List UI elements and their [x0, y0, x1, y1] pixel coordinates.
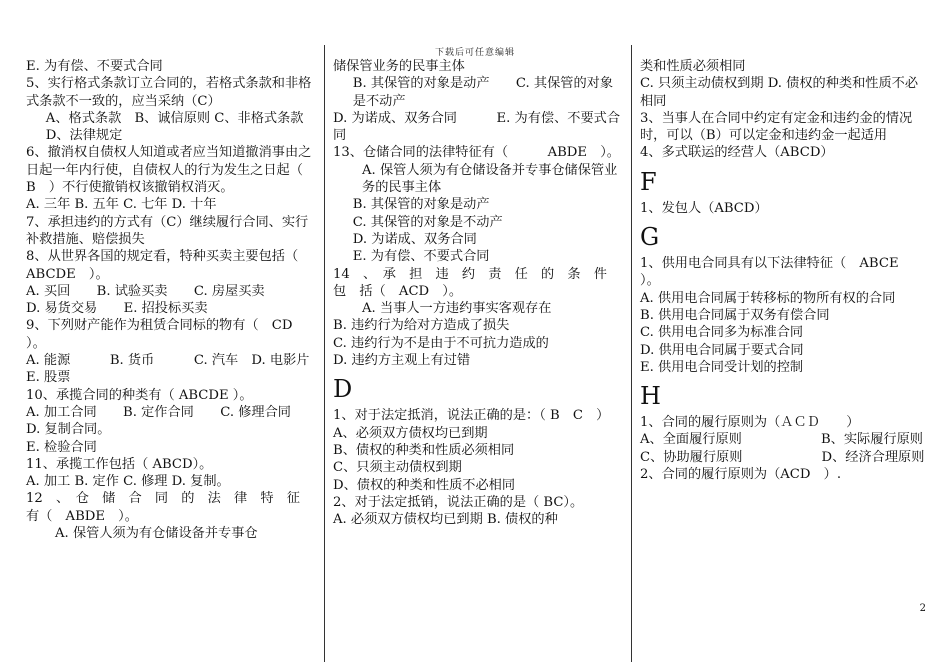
- text-line: A、必须双方债权均已到期: [333, 425, 488, 441]
- text-line: A. 加工合同 B. 定作合同 C. 修理合同 D. 复制合同。: [26, 404, 318, 438]
- text-line: 12 、 仓 储 合 同 的 法 律 特 征 有（ ABDE ）。: [26, 491, 314, 524]
- text-line: 6、撤消权自债权人知道或者应当知道撤消事由之日起一年内行使，自债权人的行为发生之日起（ B ）不行使撤销权该撤销权消灭。: [26, 145, 317, 196]
- text-line: E. 为有偿、不要式合同: [352, 249, 490, 265]
- text-line: 1、供用电合同具有以下法律特征（ ABCE ）。: [640, 256, 912, 289]
- text-line: A. 供用电合同属于转移标的物所有权的合同: [640, 290, 896, 306]
- page-header: 下载后可任意编辑: [434, 48, 515, 58]
- column-3: [640, 58, 926, 652]
- text-line: E. 检验合同: [26, 439, 97, 455]
- text-line: D. 供用电合同属于要式合同: [640, 342, 804, 358]
- text-line: 1、对于法定抵消，说法正确的是：（ B C ）: [333, 408, 610, 424]
- text-line: D、债权的种类和性质不必相同: [333, 477, 516, 493]
- column-divider: [631, 45, 632, 662]
- text-line: C、协助履行原则 D、经济合理原则: [640, 449, 925, 465]
- text-line: 3、当事人在合同中约定有定金和违约金的情况时，可以（B）可以定金和违约金一起适用: [640, 110, 913, 144]
- text-line: 类和性质必须相同: [640, 59, 746, 74]
- text-line: C. 其保管的对象是不动产: [352, 214, 503, 230]
- section-letter: H: [640, 382, 661, 411]
- section-letter: F: [640, 167, 657, 196]
- section-letter: G: [640, 223, 660, 252]
- page-number: 2: [919, 603, 926, 614]
- text-line: B. 其保管的对象是动产: [352, 197, 490, 213]
- text-line: E. 供用电合同受计划的控制: [640, 359, 804, 375]
- text-line: C. 只须主动债权到期 D. 债权的种类和性质不必相同: [640, 76, 919, 109]
- section-letter: D: [333, 375, 353, 404]
- text-line: A. 三年 B. 五年 C. 七年 D. 十年: [26, 197, 217, 213]
- text-line: 1、合同的履行原则为（ＡＣＤ ）: [640, 415, 860, 431]
- text-line: A. 保管人须为有仓储设备并专事仓: [55, 526, 258, 542]
- text-line: 11、承揽工作包括（ ABCD）。: [26, 456, 213, 472]
- text-line: 9、下列财产能作为租赁合同标的物有（ CD ）。: [26, 318, 306, 351]
- text-line: 4、多式联运的经营人（ABCD）: [640, 145, 834, 161]
- text-line: B. 其保管的对象是动产 C. 其保管的对象是不动产: [352, 76, 614, 109]
- text-line: 13、仓储合同的法律特征有（ ABDE ）。: [333, 145, 620, 161]
- text-line: A. 买回 B. 试验买卖 C. 房屋买卖: [26, 283, 265, 299]
- text-line: C. 供用电合同多为标准合同: [640, 325, 804, 341]
- text-line: A. 必须双方债权均已到期 B. 债权的种: [333, 512, 558, 528]
- text-line: 14 、 承 担 违 约 责 任 的 条 件 包 括（ ACD ）。: [333, 266, 621, 299]
- text-line: B. 违约行为给对方造成了损失: [333, 318, 510, 334]
- text-line: D. 易货交易 E. 招投标买卖: [26, 301, 208, 317]
- text-line: B、债权的种类和性质必须相同: [333, 442, 515, 458]
- text-line: 5、实行格式条款订立合同的，若格式条款和非格式条款不一致的，应当采纳（C）: [26, 76, 312, 109]
- text-line: D. 为诺成、双务合同: [352, 231, 477, 247]
- text-line: 2、对于法定抵销，说法正确的是（ BC）。: [333, 494, 584, 510]
- text-line: A. 当事人一方违约事实客观存在: [362, 301, 552, 317]
- text-line: 2、合同的履行原则为（ACD ）.: [640, 467, 842, 483]
- text-line: 8、从世界各国的规定看，特种买卖主要包括（ ABCDE ）。: [26, 249, 312, 282]
- column-1: [26, 58, 336, 652]
- text-line: A. 能源 B. 货币 C. 汽车 D. 电影片 E. 股票: [26, 353, 336, 386]
- text-line: A、全面履行原则 B、实际履行原则: [640, 432, 923, 448]
- text-line: D. 违约方主观上有过错: [333, 353, 471, 369]
- text-line: C、只须主动债权到期: [333, 460, 462, 476]
- text-line: A、格式条款 B、诚信原则 C、非格式条款 D、法律规定: [45, 110, 317, 144]
- column-2: [333, 58, 621, 652]
- text-line: A. 保管人须为有仓储设备并专事仓储保管业务的民事主体: [362, 162, 618, 196]
- text-line: 7、承担违约的方式有（C）继续履行合同、实行补救措施、赔偿损失: [26, 214, 309, 247]
- text-line: B. 供用电合同属于双务有偿合同: [640, 307, 830, 323]
- text-line: 储保管业务的民事主体: [333, 59, 465, 74]
- text-line: 10、承揽合同的种类有（ ABCDE ）。: [26, 387, 253, 403]
- text-line: A. 加工 B. 定作 C. 修理 D. 复制。: [26, 474, 230, 490]
- text-line: E. 为有偿、不要式合同: [26, 59, 163, 74]
- text-line: D. 为诺成、双务合同 E. 为有偿、不要式合同: [333, 110, 621, 144]
- text-line: C. 违约行为不是由于不可抗力造成的: [333, 335, 549, 351]
- text-line: 1、发包人（ABCD）: [640, 200, 768, 216]
